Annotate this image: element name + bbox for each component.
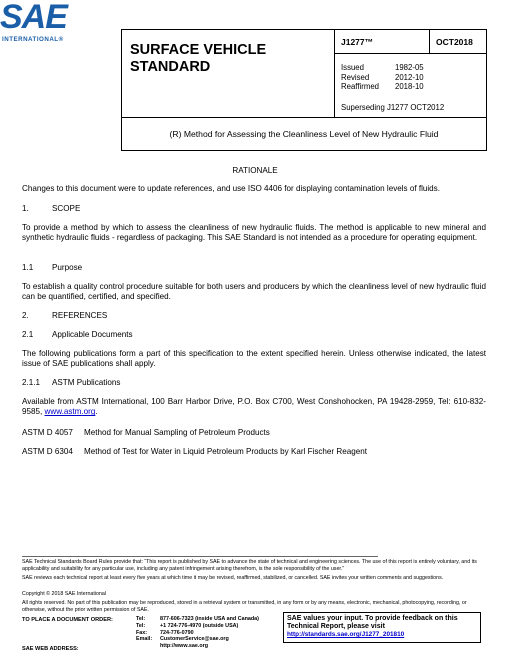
date-label: Reaffirmed (341, 82, 379, 92)
document-subtitle: (R) Method for Assessing the Cleanliness Level of New Hydraulic Fluid (169, 129, 439, 139)
contact-row (136, 623, 259, 630)
rationale-heading: RATIONALE (232, 166, 278, 175)
section-2-1-text: The following publications form a part of this specification to the extent specified herein. Unless otherwise indicated, the latest issue of SAE publications shall apply. (22, 349, 486, 369)
reference-title: Method of Test for Water in Liquid Petroleum Products by Karl Fischer Reagent (84, 447, 367, 456)
contact-value: +1 724-776-4970 (outside USA) (160, 622, 239, 629)
section-2-1-1-heading (22, 378, 120, 387)
date-row (341, 82, 424, 92)
section-title: Purpose (52, 263, 83, 272)
section-number: 2.1.1 (22, 378, 41, 387)
rationale-text: Changes to this document were to update references, and use ISO 4406 for displaying contamination levels of fluids. (22, 184, 440, 193)
reference-code: ASTM D 6304 (22, 447, 73, 456)
date-label: Issued (341, 63, 364, 72)
section-2-1-heading (22, 330, 133, 339)
section-title: REFERENCES (52, 311, 108, 320)
date-row (341, 73, 424, 83)
section-1-1-text: To establish a quality control procedure suitable for both users and producers by which the cleanliness level of new hydraulic fluid can be quantified, certified, and specified. (22, 282, 486, 302)
section-number: 2. (22, 311, 29, 320)
web-address-label: SAE WEB ADDRESS: (22, 646, 79, 652)
section-title: ASTM Publications (52, 378, 121, 387)
date-row (341, 63, 424, 73)
superseding-note: Superseding J1277 OCT2012 (341, 103, 445, 112)
doc-number: J1277™ (341, 37, 374, 47)
date-value: 2018-10 (395, 82, 424, 92)
section-1-text: To provide a method by which to assess the cleanliness of new hydraulic fluids. The method is applicable to new mineral and synthetic hydraulic fluids - regardless of packaging. This SAE Standard is not intended as a procedure for operating equipment. (22, 223, 486, 243)
doc-number-box (334, 29, 430, 54)
section-1-1-heading (22, 263, 82, 272)
feedback-text: SAE values your input. To provide feedback on this Technical Report, please visit (287, 615, 458, 630)
section-title: Applicable Documents (52, 330, 133, 339)
footer-rules-text: SAE Technical Standards Board Rules provide that: “This report is published by SAE to advance the state of technical and engineering sciences. The use of this report is entirely voluntary, and its applicability and suitability for any particular use, including any patent infringement arising therefrom, is the sole responsibility of the user.” (22, 559, 477, 572)
feedback-link[interactable]: http://standards.sae.org/J1277_201810 (287, 631, 405, 638)
contact-key: Email: (136, 636, 153, 643)
dates-table (341, 63, 424, 92)
footer-divider (22, 556, 378, 557)
section-number: 1.1 (22, 263, 34, 272)
title-box (121, 29, 335, 118)
footer-review-text: SAE reviews each technical report at least every five years at which time it may be revised, reaffirmed, stabilized, or cancelled. SAE invites your written comments and suggestions. (22, 575, 444, 581)
footer-copyright: Copyright © 2018 SAE International (22, 591, 106, 597)
logo-mark: SAE (0, 0, 67, 36)
contact-key: Tel: (136, 622, 146, 629)
section-number: 1. (22, 204, 29, 213)
date-value: 1982-05 (395, 63, 424, 72)
section-number: 2.1 (22, 330, 34, 339)
date-value: 2012-10 (395, 72, 424, 82)
reference-code: ASTM D 4057 (22, 428, 73, 437)
contact-value: http://www.sae.org (160, 643, 209, 650)
contact-key: Tel: (136, 616, 146, 622)
contact-row (136, 636, 259, 643)
doc-date: OCT2018 (436, 37, 473, 47)
section-title: SCOPE (52, 204, 81, 213)
doc-date-box (429, 29, 487, 54)
contact-row (136, 630, 259, 637)
contact-table (136, 616, 259, 650)
sae-logo (0, 0, 90, 48)
document-type-title: SURFACE VEHICLE STANDARD (130, 42, 267, 75)
contact-value: 724-776-0790 (160, 629, 194, 636)
section-2-heading (22, 311, 107, 320)
contact-value: CustomerService@sae.org (160, 636, 229, 643)
feedback-box (283, 612, 481, 643)
section-1-heading (22, 204, 80, 213)
astm-address: Available from ASTM International, 100 Barr Harbor Drive, P.O. Box C700, West Conshohocken, PA 19428-2959, Tel: 610-832-9585, (22, 397, 486, 417)
period: . (95, 407, 98, 417)
contact-value: 877-606-7323 (inside USA and Canada) (160, 616, 259, 622)
subtitle-box (121, 117, 487, 151)
contact-key: Fax: (136, 629, 148, 636)
reference-item (22, 447, 367, 456)
contact-key (136, 643, 160, 650)
reference-title: Method for Manual Sampling of Petroleum Products (84, 428, 270, 437)
reference-item (22, 428, 270, 437)
section-2-1-1-text (22, 397, 486, 418)
astm-link[interactable]: www.astm.org (44, 407, 96, 417)
date-label: Revised (341, 72, 370, 82)
dates-box (334, 53, 487, 118)
order-label: TO PLACE A DOCUMENT ORDER: (22, 617, 113, 623)
contact-row (136, 616, 259, 623)
logo-subtext: INTERNATIONAL® (2, 36, 64, 43)
contact-row (136, 643, 259, 650)
footer-rights-text: All rights reserved. No part of this publication may be reproduced, stored in a retrieval system or transmitted, in any form or by any means, electronic, mechanical, photocopying, recording, or otherwise, without the prior written permission of SAE. (22, 600, 467, 613)
